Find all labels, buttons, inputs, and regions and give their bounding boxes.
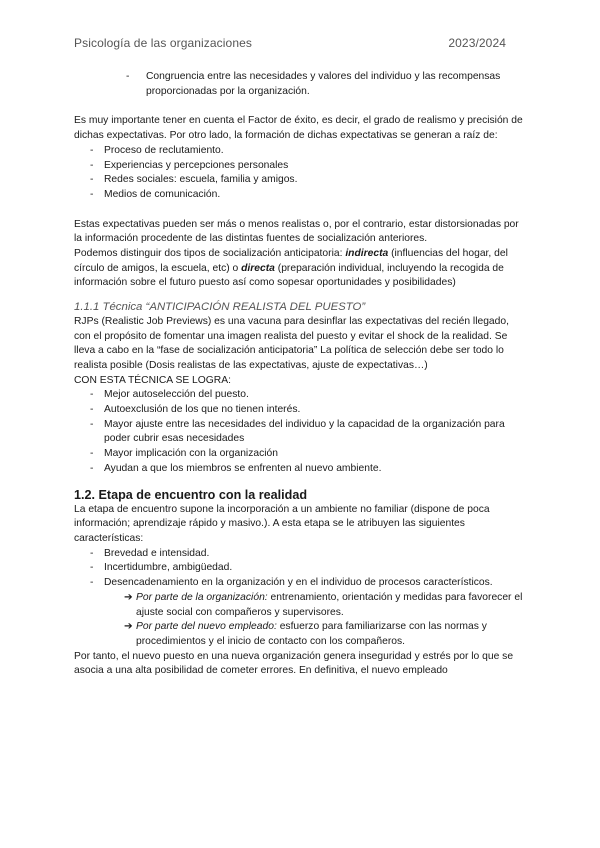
subtrait-label: Por parte de la organización: [136, 591, 268, 603]
academic-year: 2023/2024 [448, 36, 506, 50]
paragraph-expectations: Estas expectativas pueden ser más o menos realistas o, por el contrario, estar distorsionadas por la información procedente de las distintas fuentes de socialización anteriores. [74, 218, 519, 245]
sources-list [74, 144, 526, 203]
section-heading-12: 1.2. Etapa de encuentro con la realidad [74, 487, 308, 502]
term-directa: directa [241, 262, 275, 274]
list-item: - Congruencia entre las necesidades y valores del individuo y las recompensas proporcionadas por la organización. [74, 70, 526, 99]
intro-list [74, 70, 526, 99]
list-item: - Incertidumbre, ambigüedad. [74, 561, 526, 576]
achievements-list [74, 388, 526, 476]
arrow-right-icon: ➔ [124, 621, 133, 633]
list-item: - Mayor implicación con la organización [74, 447, 526, 462]
list-item: - Ayudan a que los miembros se enfrenten al nuevo ambiente. [74, 462, 526, 477]
page-header [74, 36, 506, 50]
subtraits-list [74, 591, 526, 650]
list-item: - Proceso de reclutamiento. [74, 144, 526, 159]
paragraph-success-factor: Es muy importante tener en cuenta el Factor de éxito, es decir, el grado de realismo y precisión de dichas expectativas. Por otro lado, la formación de dichas expectativas se generan a raíz de: [74, 115, 523, 142]
page-content [74, 70, 526, 679]
arrow-right-icon: ➔ [124, 591, 133, 603]
list-item: ➔ Por parte del nuevo empleado: esfuerzo para familiarizarse con las normas y procedimientos y el inicio de contacto con los compañeros. [124, 621, 487, 647]
achieve-label: CON ESTA TÉCNICA SE LOGRA: [74, 374, 231, 386]
section-heading-111: 1.1.1 Técnica “ANTICIPACIÓN REALISTA DEL PUESTO” [74, 301, 366, 314]
list-item: - Experiencias y percepciones personales [74, 159, 526, 174]
list-item: - Brevedad e intensidad. [74, 547, 526, 562]
paragraph-closing: Por tanto, el nuevo puesto en una nueva organización genera inseguridad y estrés por lo que se asocia a una alta posibilidad de cometer errores. En definitiva, el nuevo empleado [74, 650, 514, 677]
paragraph-encounter: La etapa de encuentro supone la incorporación a un ambiente no familiar (dispone de poca información; aprendizaje rápido y masivo.). A esta etapa se le atribuyen las siguientes características: [74, 503, 490, 544]
term-indirecta: indirecta [345, 248, 389, 260]
paragraph-socialization-types: Podemos distinguir dos tipos de socialización anticipatoria: indirecta (influencias del hogar, del círculo de amigos, la escuela, etc) o directa (preparación individual, incluyendo la recogida de información sobre el futuro puesto así como sopesar oportunidades y posibilidades) [74, 248, 508, 289]
list-item: - Medios de comunicación. [74, 188, 526, 203]
list-item: - Mejor autoselección del puesto. [74, 388, 526, 403]
subtrait-label: Por parte del nuevo empleado: [136, 621, 277, 633]
paragraph-rjp: RJPs (Realistic Job Previews) es una vacuna para desinflar las expectativas del recién llegado, con el propósito de fomentar una imagen realista del puesto y evitar el shock de la realidad. Se lleva a cabo en la “fase de socialización anticipatoria” La política de selección debe ser todo lo realista posible (Dosis realistas de las expectativas, ajuste de expectativas…) [74, 315, 509, 371]
list-item: ➔ Por parte de la organización: entrenamiento, orientación y medidas para favorecer el ajuste social con compañeros y supervisores. [124, 591, 523, 618]
course-title: Psicología de las organizaciones [74, 36, 252, 50]
traits-list [74, 547, 526, 591]
list-item: - Autoexclusión de los que no tienen interés. [74, 403, 526, 418]
list-item: - Mayor ajuste entre las necesidades del individuo y la capacidad de la organización para poder cubrir esas necesidades [74, 418, 526, 447]
list-item: - Redes sociales: escuela, familia y amigos. [74, 173, 526, 188]
list-item: - Desencadenamiento en la organización y en el individuo de procesos característicos. [74, 576, 526, 591]
